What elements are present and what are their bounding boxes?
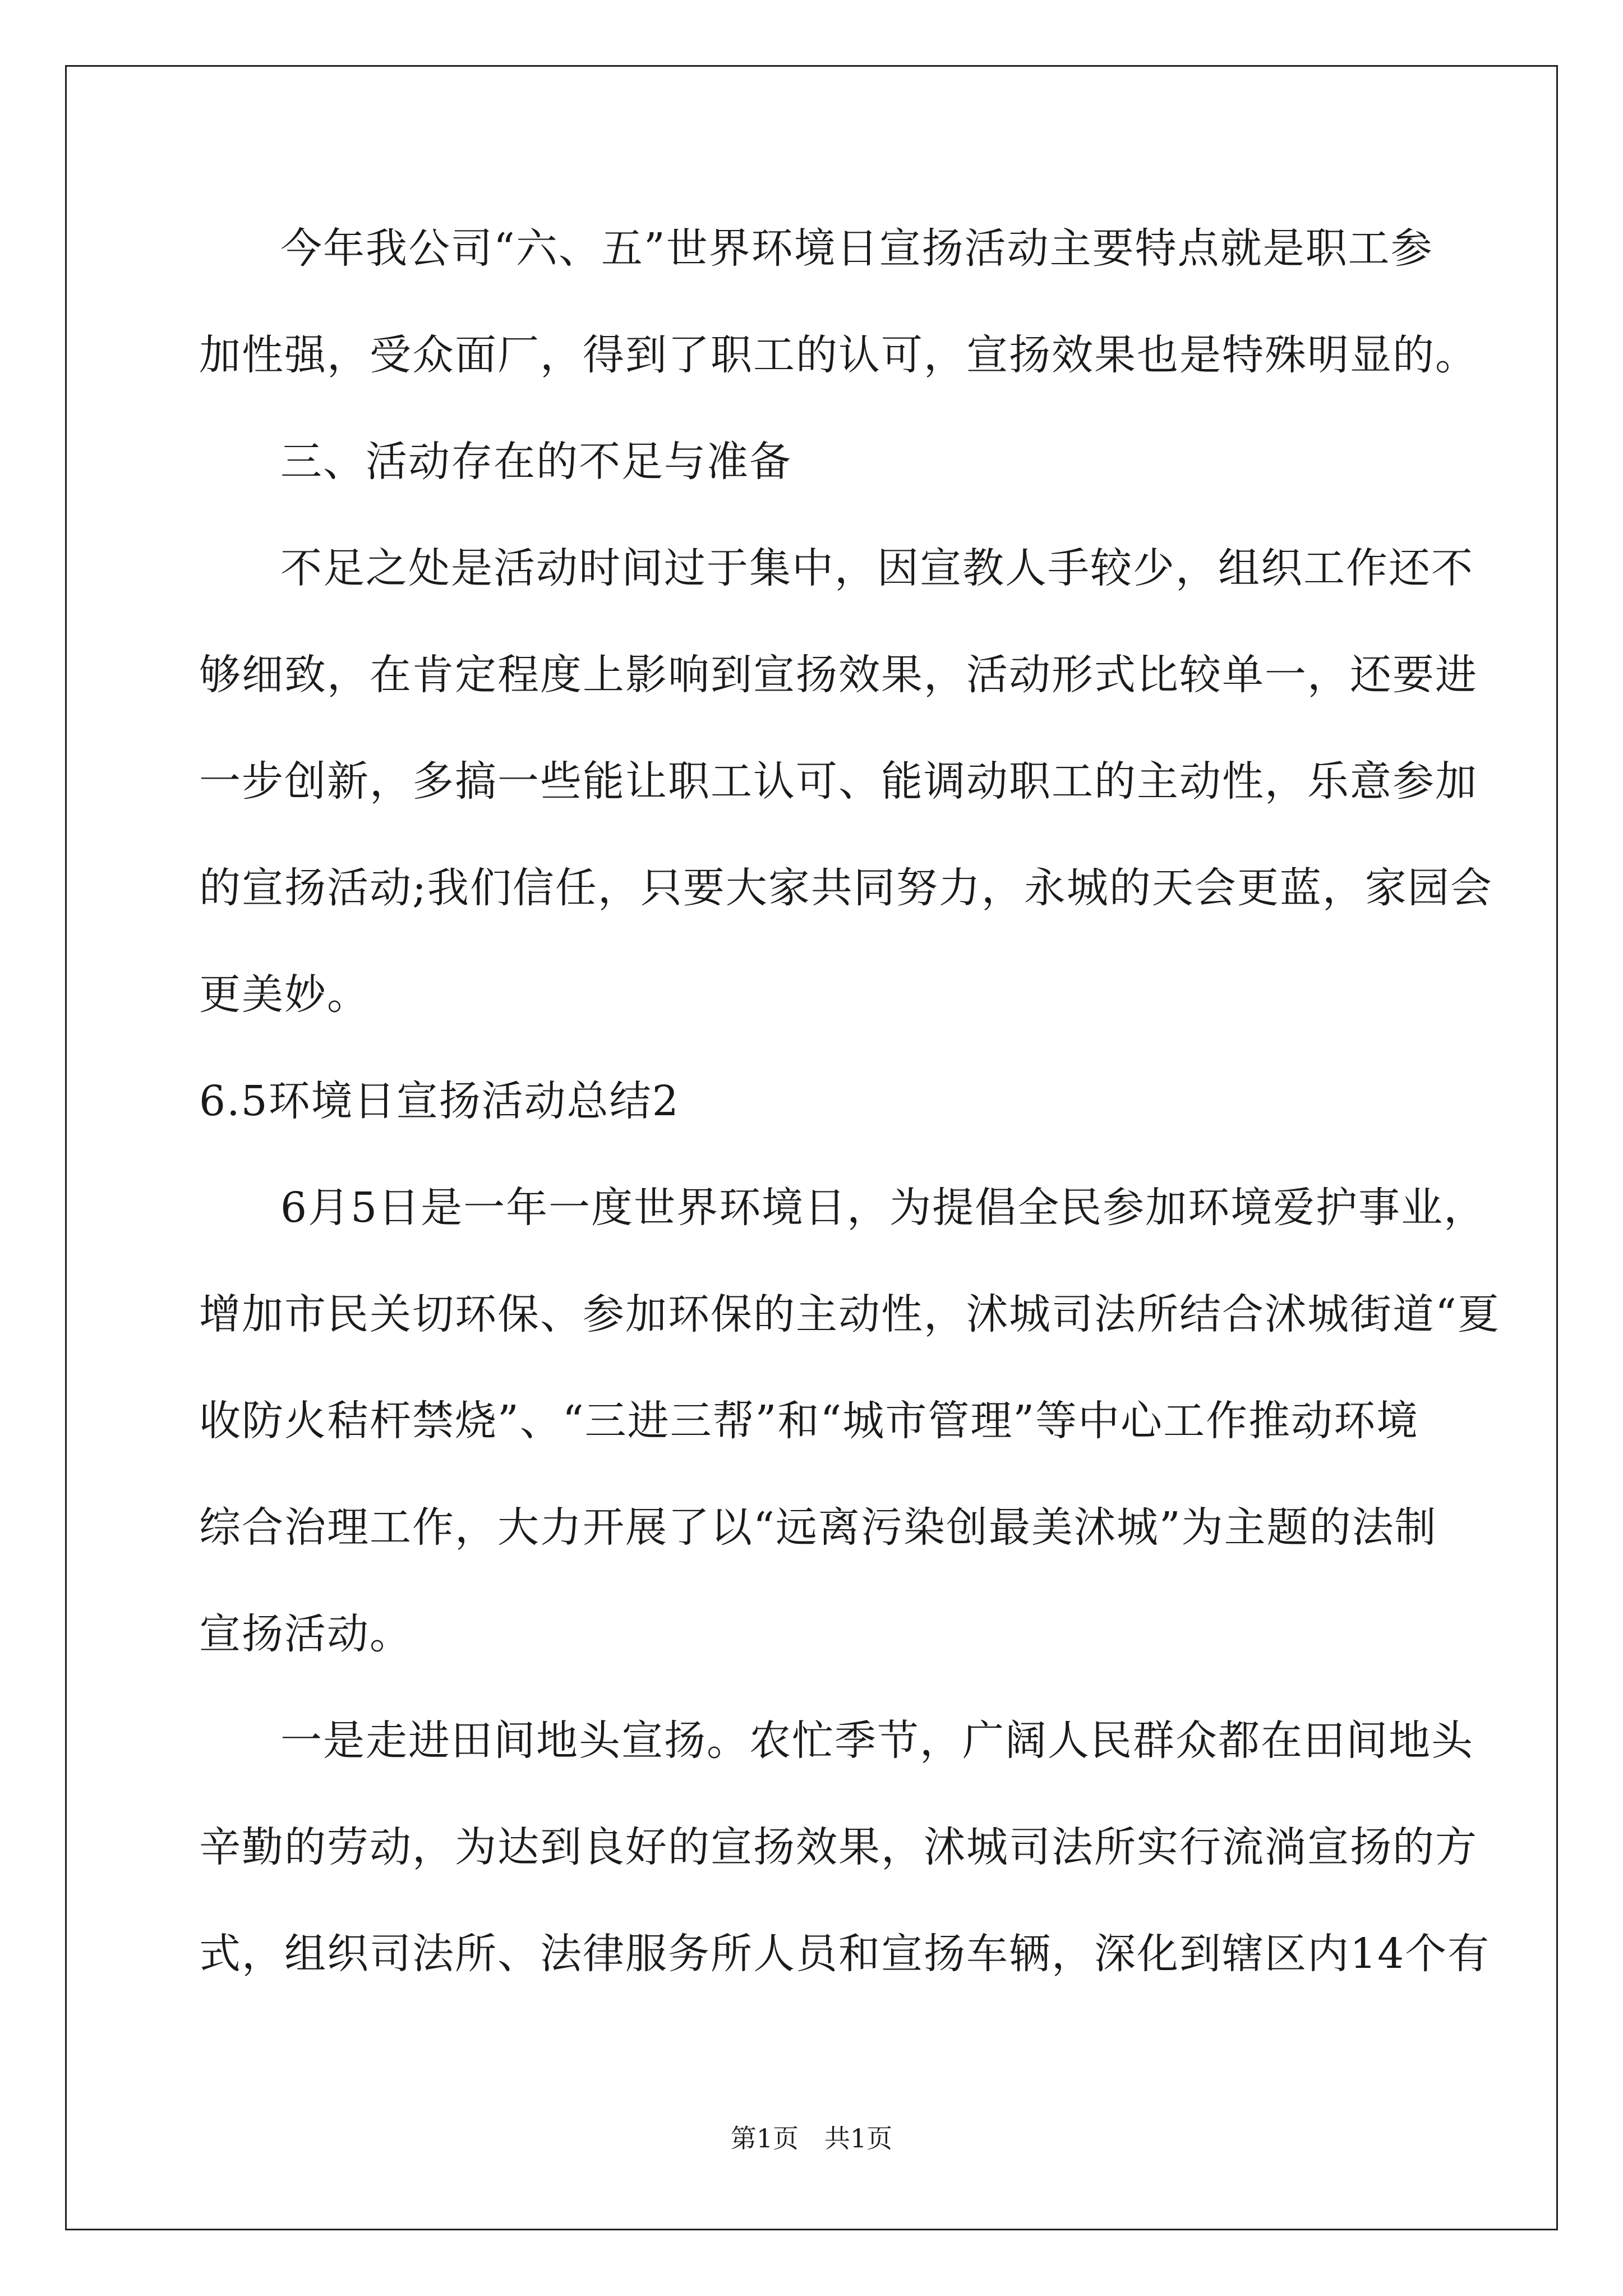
paragraph-line: 更美妙。 xyxy=(199,970,370,1019)
paragraph-line: 6月5日是一年一度世界环境日，为提倡全民参加环境爱护事业， xyxy=(280,1184,1487,1232)
paragraph-line: 的宣扬活动;我们信任，只要大家共同努力，永城的天会更蓝，家园会 xyxy=(199,864,1493,912)
paragraph-line: 增加市民关切环保、参加环保的主动性，沭城司法所结合沭城街道“夏 xyxy=(199,1290,1500,1338)
page-footer: 第1页 共1页 xyxy=(730,2123,893,2154)
paragraph-line: 宣扬活动。 xyxy=(199,1610,412,1658)
paragraph-line: 辛勤的劳动，为达到良好的宣扬效果，沭城司法所实行流淌宣扬的方 xyxy=(199,1823,1478,1871)
paragraph-line: 今年我公司“六、五”世界环境日宣扬活动主要特点就是职工参 xyxy=(280,224,1433,273)
paragraph-line: 加性强，受众面厂，得到了职工的认可，宣扬效果也是特殊明显的。 xyxy=(199,331,1478,379)
paragraph-line: 够细致，在肯定程度上影响到宣扬效果，活动形式比较单一，还要进 xyxy=(199,651,1478,699)
paragraph-line: 收防火秸杆禁烧”、“三进三帮”和“城市管理”等中心工作推动环境 xyxy=(199,1397,1419,1445)
paragraph-line: 一是走进田间地头宣扬。农忙季节，广阔人民群众都在田间地头 xyxy=(280,1717,1474,1765)
paragraph-line: 一步创新，多搞一些能让职工认可、能调动职工的主动性，乐意参加 xyxy=(199,757,1478,806)
paragraph-line: 综合治理工作，大力开展了以“远离污染创最美沭城”为主题的法制 xyxy=(199,1503,1437,1552)
article-title: 6.5环境日宣扬活动总结2 xyxy=(199,1077,680,1125)
section-heading: 三、活动存在的不足与准备 xyxy=(280,438,792,486)
page-border xyxy=(65,65,1558,2230)
paragraph-line: 式，组织司法所、法律服务所人员和宣扬车辆，深化到辖区内14个有 xyxy=(199,1930,1491,1978)
paragraph-line: 不足之处是活动时间过于集中，因宣教人手较少，组织工作还不 xyxy=(280,544,1474,592)
